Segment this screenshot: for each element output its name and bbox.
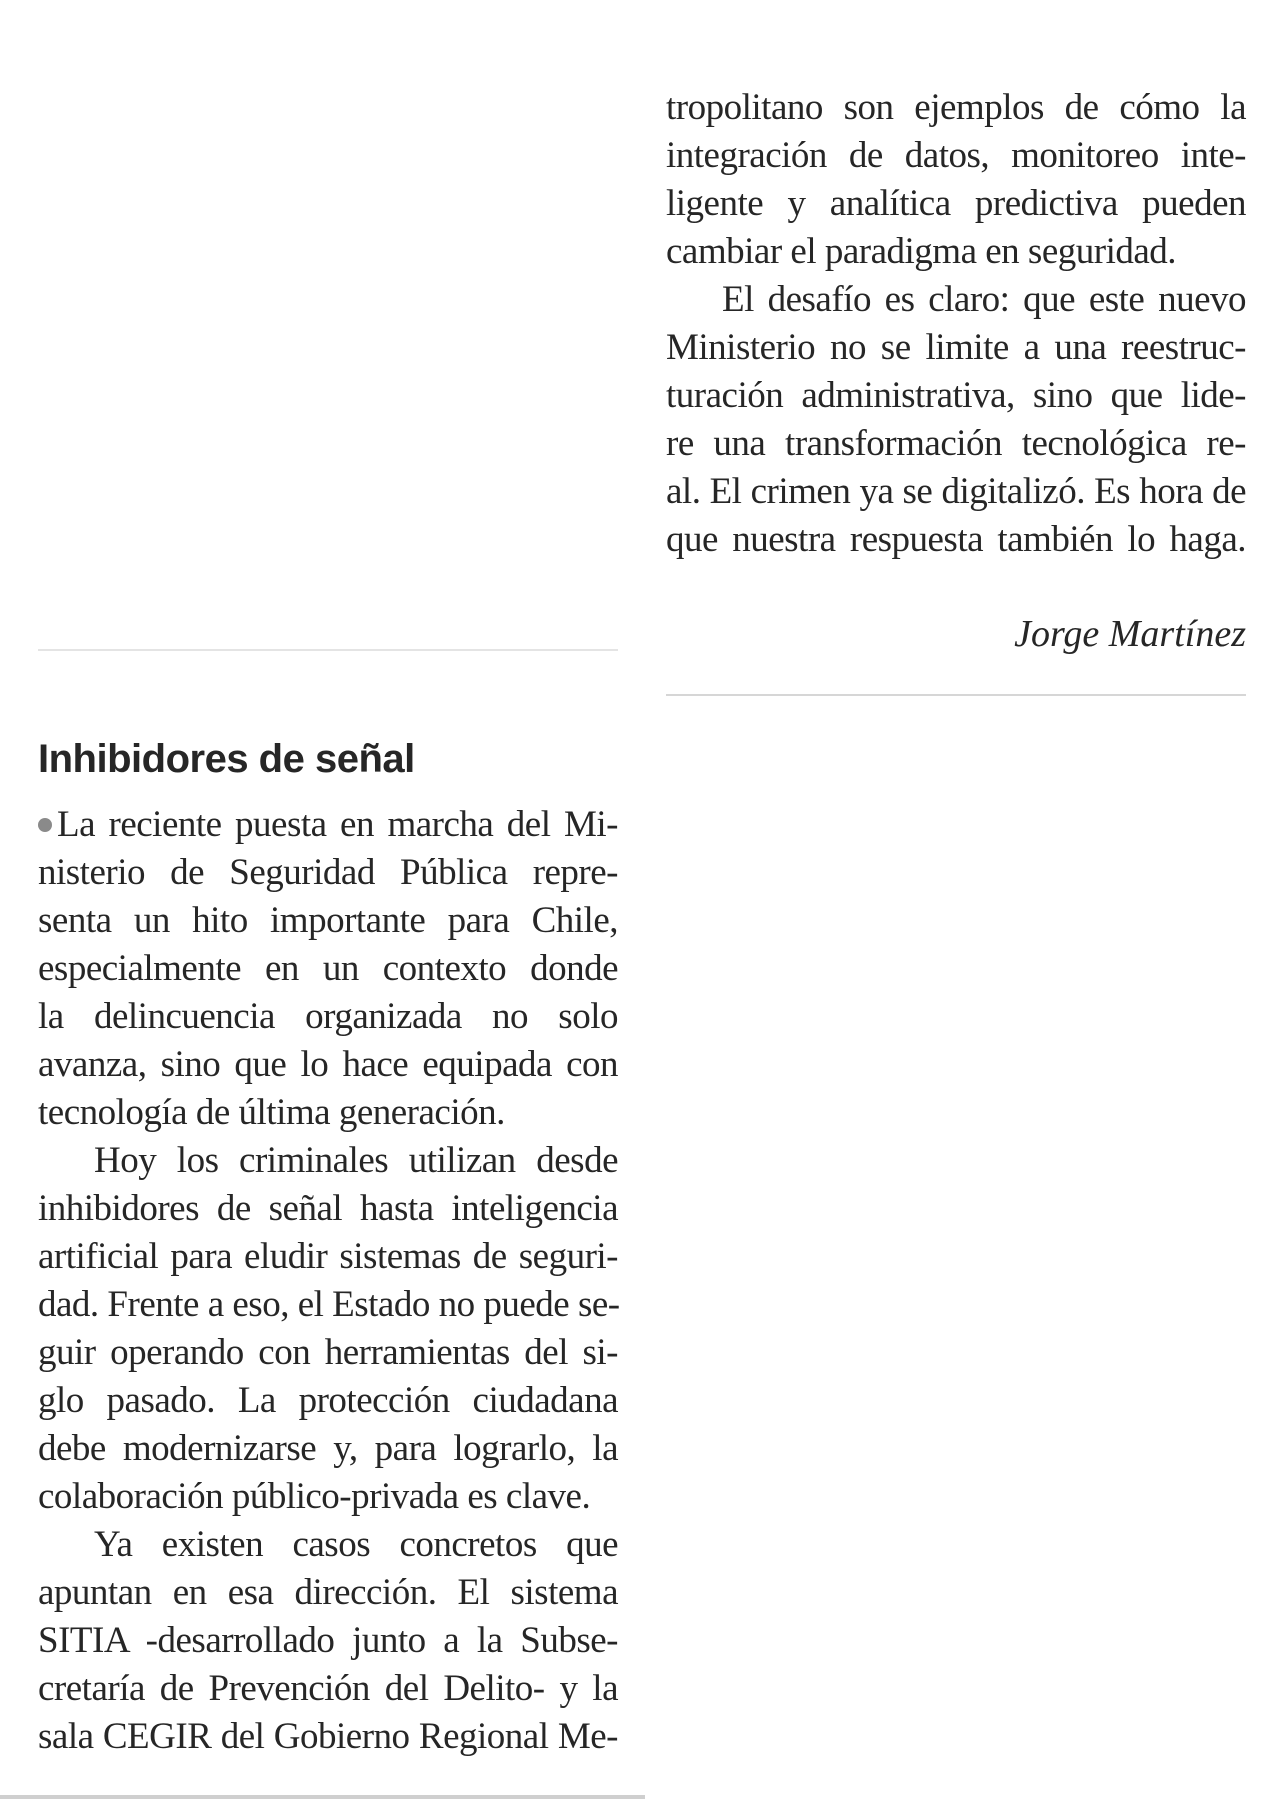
- divider-right: [666, 694, 1246, 696]
- right-column-text: [666, 84, 1246, 564]
- text-line: tropolitano son ejemplos de cómo la: [666, 87, 1246, 128]
- text-line: dad. Frente a eso, el Estado no puede se-: [38, 1284, 620, 1325]
- text-line: la delincuencia organizada no solo: [38, 996, 618, 1037]
- author-signature: Jorge Martínez: [1014, 613, 1246, 655]
- text-line: Hoy los criminales utilizan desde: [94, 1140, 618, 1181]
- divider-left-top: [38, 649, 618, 651]
- text-line: colaboración público-privada es clave.: [38, 1476, 591, 1517]
- bullet-icon: [38, 818, 52, 832]
- letter-headline: Inhibidores de señal: [38, 737, 415, 782]
- text-line: senta un hito importante para Chile,: [38, 900, 618, 941]
- text-line: re una transformación tecnológica re-: [666, 423, 1246, 464]
- text-line: Ministerio no se limite a una reestruc-: [666, 327, 1246, 368]
- text-line: que nuestra respuesta también lo haga.: [666, 519, 1246, 560]
- divider-bottom: [0, 1795, 645, 1799]
- text-line: ligente y analítica predictiva pueden: [666, 183, 1246, 224]
- text-line-content: La reciente puesta en marcha del Mi-: [57, 804, 618, 845]
- text-line: SITIA -desarrollado junto a la Subse-: [38, 1620, 618, 1661]
- text-line: especialmente en un contexto donde: [38, 948, 618, 989]
- text-line: nisterio de Seguridad Pública repre-: [38, 852, 618, 893]
- left-column-text: [38, 801, 618, 1761]
- text-line: artificial para eludir sistemas de seguri-: [38, 1236, 618, 1277]
- text-line: cretaría de Prevención del Delito- y la: [38, 1668, 618, 1709]
- text-line: Ya existen casos concretos que: [94, 1524, 618, 1565]
- text-line: glo pasado. La protección ciudadana: [38, 1380, 618, 1421]
- text-line: apuntan en esa dirección. El sistema: [38, 1572, 618, 1613]
- text-line: integración de datos, monitoreo inte-: [666, 135, 1246, 176]
- text-line: inhibidores de señal hasta inteligencia: [38, 1188, 618, 1229]
- text-line: El desafío es claro: que este nuevo: [722, 279, 1246, 320]
- text-line: avanza, sino que lo hace equipada con: [38, 1044, 618, 1085]
- text-line: tecnología de última generación.: [38, 1092, 505, 1133]
- text-line: cambiar el paradigma en seguridad.: [666, 231, 1177, 272]
- text-line: debe modernizarse y, para lograrlo, la: [38, 1428, 618, 1469]
- text-line: turación administrativa, sino que lide-: [666, 375, 1246, 416]
- text-line: al. El crimen ya se digitalizó. Es hora de: [666, 471, 1246, 512]
- text-line-first: [38, 801, 618, 849]
- text-line: sala CEGIR del Gobierno Regional Me-: [38, 1716, 618, 1757]
- text-line: guir operando con herramientas del si-: [38, 1332, 618, 1373]
